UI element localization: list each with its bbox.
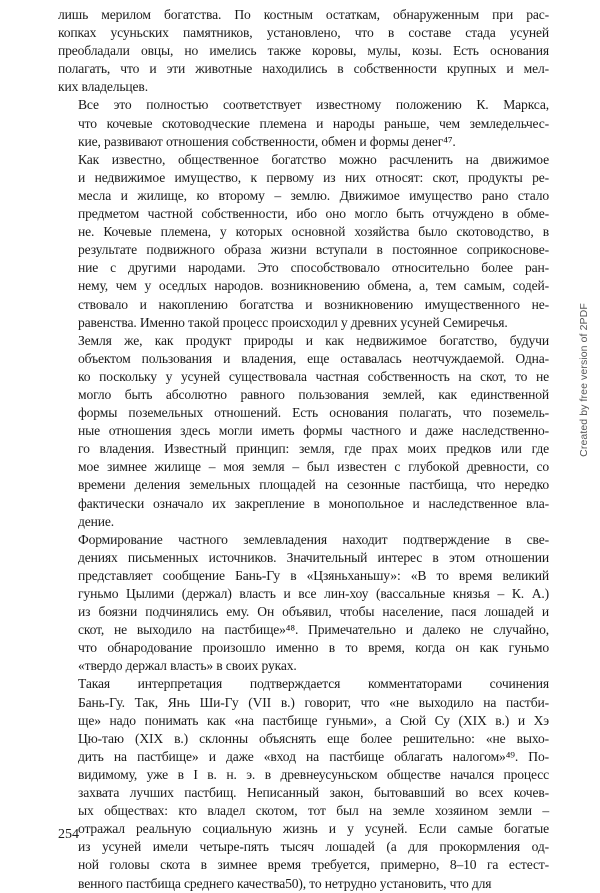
document-body — [58, 6, 549, 893]
text-line: лишь мерилом богатства. По костным остаткам, обнаруженным при рас- — [58, 7, 549, 22]
text-line: Бань-Гу. Так, Янь Ши-Гу (VII в.) говорит, что «не выходило на пастби- — [78, 694, 549, 710]
text-line: ых обществах: кто владел скотом, тот был на земле хозяином земли – — [78, 803, 549, 819]
text-line: нему, чем у оседлых народов. возникновению обмена, а, тем самым, содей- — [78, 278, 549, 294]
text-line: фактически означало их закрепление в монопольное и наследственное вла- — [78, 495, 549, 511]
text-line: и недвижимое имущество, к первому из них относят: скот, продукты ре- — [78, 169, 549, 185]
watermark — [576, 215, 592, 545]
text-line: дение. — [78, 513, 115, 529]
text-line: ще» надо понимать как «на пастбище гуньми», а Сюй Су (XIX в.) и Хэ — [78, 712, 549, 728]
text-line: объектом пользования и владения, еще оставалась неотчуждаемой. Одна- — [78, 350, 549, 366]
text-line: гуньмо Цылими (держал) власть и все лин-хоу (вассальные князья – К. А.) — [78, 586, 549, 601]
text-line: ние с другими народами. Это способствовало относительно более ран- — [78, 260, 549, 276]
text-line: из боязни подчинялись ему. Он объявил, чтобы население, пася лошадей и — [78, 604, 549, 620]
paragraph — [58, 6, 549, 96]
text-column — [58, 6, 549, 893]
text-line: не. Кочевые племена, у которых основной хозяйства было скотоводство, в — [78, 224, 549, 240]
text-line: го владения. Известный принцип: земля, где прах моих предков или где — [78, 441, 549, 457]
text-line: копках усуньских памятников, установлено, что в составе стада усуней — [58, 25, 549, 41]
text-line: ких владельцев. — [58, 79, 148, 95]
text-line: ствовало и накоплению богатства и возникновению имущественного не- — [78, 296, 549, 312]
text-line: ной головы скота в зимнее время требуется, примерно, 8–10 га естест- — [78, 857, 549, 873]
text-line: мое зимнее жилище – моя земля – был известен с глубокой древности, со — [78, 459, 549, 475]
text-line: венного пастбища среднего качества50), то нетрудно установить, что для — [78, 875, 492, 891]
watermark-text: Created by free version of 2PDF — [578, 303, 591, 457]
paragraph — [58, 96, 549, 150]
text-line: времени деления земельных площадей на сезонные пастбища, что нередко — [78, 477, 549, 493]
paragraph — [58, 675, 549, 892]
text-line: Как известно, общественное богатство можно расчленить на движимое — [78, 151, 549, 167]
text-line: видимому, уже в I в. н. э. в древнеусуньском обществе начался процесс — [78, 766, 549, 782]
paragraph — [58, 332, 549, 531]
text-line: из усуней имели четыре-пять тысяч лошадей (а для прокормления од- — [78, 839, 549, 855]
text-line: результате подвижного образа жизни вступали в постоянное соприкоснове- — [78, 242, 549, 258]
text-line: месла и жилище, ко второму – землю. Движимое имущество рано стало — [78, 187, 549, 203]
text-line: Такая интерпретация подтверждается комментаторами сочинения — [78, 676, 549, 692]
text-line: Все это полностью соответствует известному положению К. Маркса, — [78, 97, 549, 113]
text-line: что кочевые скотоводческие племена и народы раньше, чем земледельчес- — [78, 115, 549, 131]
text-line: формы поземельных отношений. Есть основания полагать, что поземель- — [78, 405, 549, 421]
text-line: что обнародование произошло именно в то время, когда он как гуньмо — [78, 640, 549, 656]
text-line: полагать, что и эти животные находились в собственности крупных и мел- — [58, 61, 549, 77]
text-line: Цю-таю (XIX в.) склонны объяснять еще более решительно: «не выхо- — [78, 730, 549, 746]
page-number: 254 — [58, 827, 79, 842]
text-line: Земля же, как продукт природы и как недвижимое богатство, будучи — [78, 332, 549, 348]
text-line: дениях письменных источников. Значительный интерес в этом отношении — [78, 549, 549, 565]
text-line: ные отношения здесь могли иметь формы частного и даже наследственно- — [78, 423, 549, 439]
text-line: дить на пастбище» и даже «вход на пастбище облагать налогом»⁴⁹. По- — [78, 748, 549, 764]
text-line: преобладали овцы, но имелись также коровы, мулы, козы. Есть основания — [58, 43, 549, 59]
text-line: отражал реальную социальную жизнь и у усуней. Если самые богатые — [78, 821, 549, 837]
text-line: «твердо держал власть» в своих руках. — [78, 658, 297, 674]
text-line: захвата лучших пастбищ. Неписанный закон, бытовавший во всех кочев- — [78, 785, 549, 801]
text-line: кие, развивают отношения собственности, обмен и формы денег⁴⁷. — [78, 133, 456, 149]
text-line: Формирование частного землевладения находит подтверждение в све- — [78, 531, 549, 547]
text-line: могло быть абсолютно равного пользования землей, как единственной — [78, 386, 549, 402]
text-line: скот, не выходило на пастбище»⁴⁸. Примечательно и далеко не случайно, — [78, 622, 549, 638]
text-line: представляет сообщение Бань-Гу в «Цзяньханьшу»: «В то время великий — [78, 567, 549, 583]
paragraph — [58, 151, 549, 332]
paragraph — [58, 531, 549, 676]
text-line: предметом частной собственности, ибо оно могло быть отчуждено в обме- — [78, 206, 549, 222]
text-line: ко поскольку у усуней существовала частная собственность на скот, то не — [78, 368, 549, 384]
text-line: равенства. Именно такой процесс происходил у древних усуней Семиречья. — [78, 314, 508, 330]
